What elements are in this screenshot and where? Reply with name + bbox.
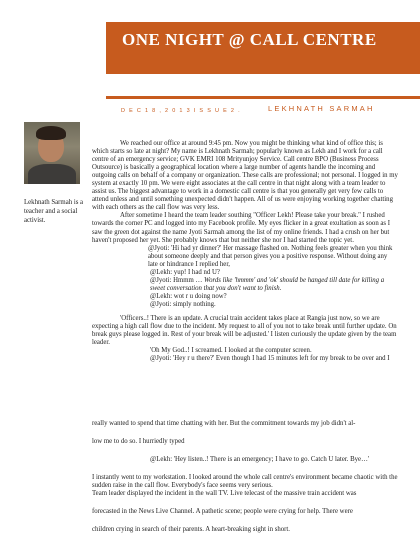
chat-text: @Jyoti: Hmmm … [150, 276, 205, 284]
paragraph-line: really wanted to spend that time chatting with her. But the commitment towards my job didn't al- [92, 420, 356, 427]
spacer [92, 446, 398, 456]
paragraph: We reached our office at around 9:45 pm. Now you might be thinking what kind of office this; is which starts so late at night? My name is Lekhnath Sarmah; popularly known as Lekh and I work for a call centre of an emergency service; GVK EMRI 108 Mrityunjoy Service. Call centre BPO (Business Process Outsource) is basically a geographical location where a large number of agents handle the incoming and outgoing calls on behalf of a company or organization. These calls are professional; not personal. I logged in my system at exactly 10 pm. We were eight associates at the call centre in that night along with a team leader to assist us. The biggest advantage to work in a domestic call centre is that you generally get very few calls to attend unless and until something unexpected didn't happen. All of us were enjoying working together chatting with each others as the call flow was very less. [92, 140, 398, 212]
page-subtitle: (A Real Life Incident) [240, 72, 351, 86]
header [0, 0, 420, 104]
chat-line: @Jyoti: simply nothing. [150, 300, 216, 308]
paragraph: I instantly went to my workstation. I looked around the whole call centre's environment became chaotic with the sudden raise in the call flow. Everybody's face seems very serious. [92, 474, 398, 490]
chat-line: @Jyoti: 'Hey r u there?' Even though I had 15 minutes left for my break to be over and I [150, 355, 390, 363]
paragraph: After sometime I heard the team leader southing "Officer Lekh! Please take your break." I rushed towards the corner PC and logged into my Facebook profile. My eyes flicker in a great exultation as soon as I saw the green dot against the name Jyoti Sarmah among the list of my online friends. I had a crush on her but haven't proposed her yet. She probably knows that but neither she nor I had started the topic yet. [92, 212, 391, 244]
author-heading: LEKHNATH SARMAH [268, 104, 375, 113]
paragraph-line: low me to do so. I hurriedly typed [92, 438, 185, 446]
photo-shirt [28, 164, 76, 184]
article-bottom [92, 420, 398, 534]
chat-line: @Lekh: wot r u doing now? [150, 292, 227, 300]
author-caption: Lekhnath Sarmah is a teacher and a social activist. [24, 199, 84, 224]
paragraph-line: forecasted in the News Live Channel. A pathetic scene; people were crying for help. There were [92, 508, 353, 516]
spacer [92, 464, 398, 474]
chat-line [92, 277, 398, 293]
paragraph-line: Team leader displayed the incident in the wall TV. Live telecast of the massive train accident was [92, 490, 357, 498]
photo-hair [36, 126, 66, 140]
chat-line: 'Oh My God..! I screamed. I looked at the computer screen. [150, 347, 312, 355]
spacer [92, 428, 398, 438]
spacer [92, 516, 398, 526]
chat-italic-text: Words like 'hmmm' and 'ok' should be hanged till date for killing a sweet conversation that you don't want to finish. [150, 276, 385, 292]
paragraph-line: children crying in search of their parents. A heart-breaking sight in short. [92, 526, 290, 534]
chat-line: @Jyoti: 'Hi had yr dinner?' Her massage flashed on. Nothing feels greater when you think about someone deeply and that person gives you a positive response. Without doing any late or hindrance I replied her, [148, 244, 393, 268]
chat-line: @Lekh: yup! I had nd U? [150, 268, 220, 276]
chat-line: @Lekh: 'Hey listen..! There is an emergency; I have to go. Catch U later. Bye…' [150, 456, 370, 464]
paragraph: 'Officers..! There is an update. A crucial train accident takes place at Rangia just now, so we are expecting a high call flow due to the incident. My request to all of you not to take break until further update. On break guys please logged in. Rest of your break will be adjusted.' I listen curiously the update given by the team leader. [92, 314, 397, 347]
header-left-block [14, 22, 106, 99]
spacer [92, 498, 398, 508]
page-title: ONE NIGHT @ CALL CENTRE [122, 30, 377, 49]
author-photo [24, 122, 80, 184]
article-body [92, 140, 398, 363]
issue-date: D E C 1 8 , 2 0 1 3 I S S U E 2 . [121, 108, 241, 114]
